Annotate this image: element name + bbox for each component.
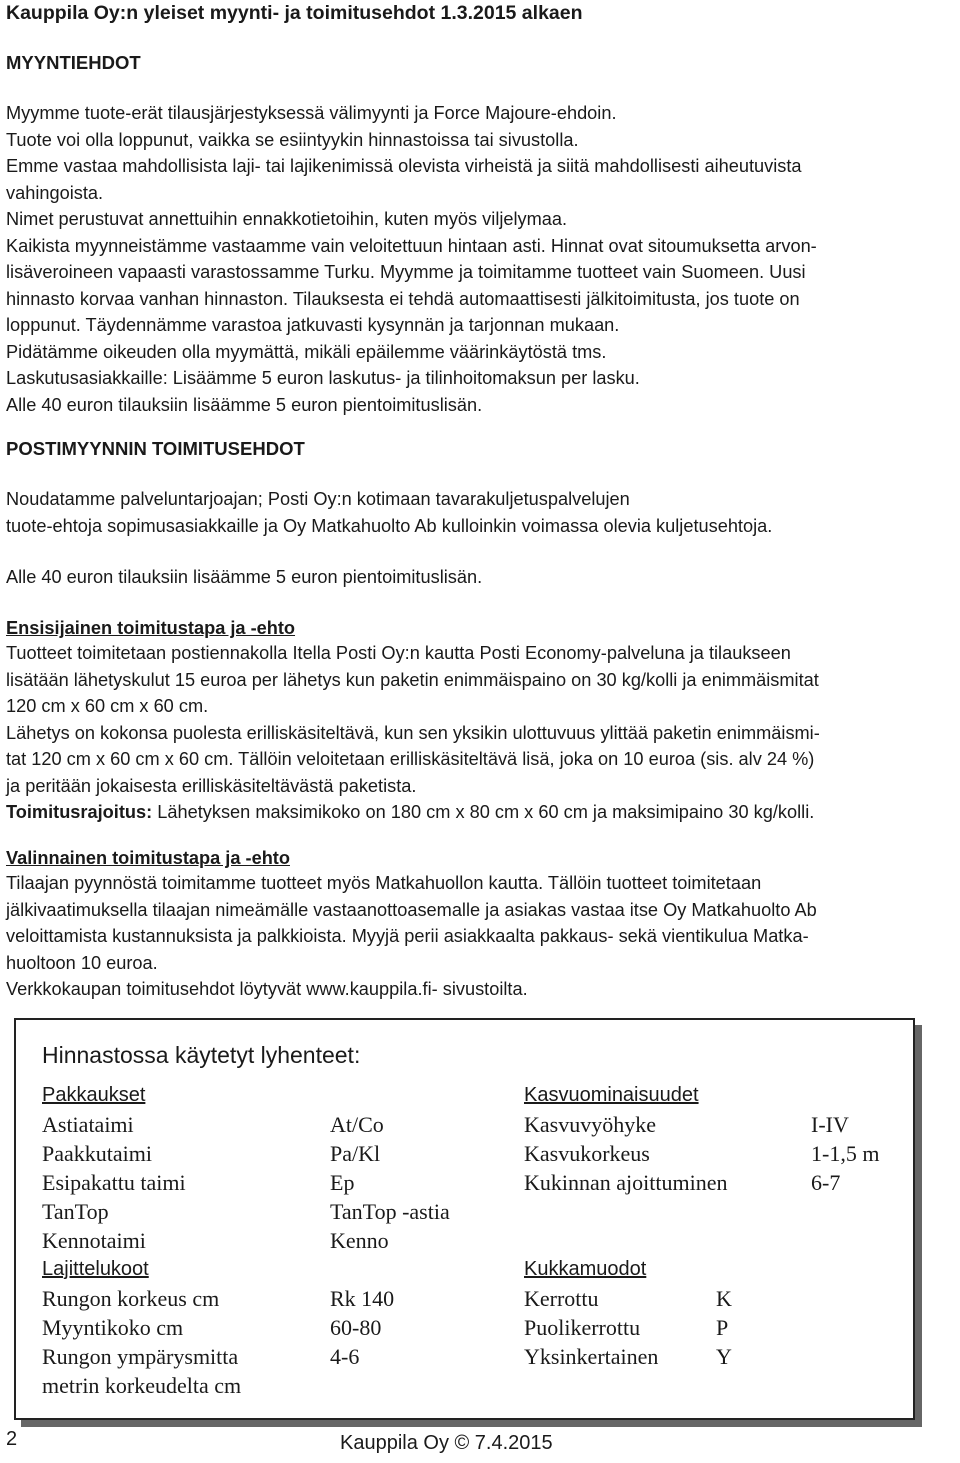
text-line: Alle 40 euron tilauksiin lisäämme 5 euron pientoimituslisän. xyxy=(6,567,483,587)
text-line: vahingoista. xyxy=(6,182,104,203)
text-line xyxy=(6,799,956,826)
kasvuominaisuudet-heading: Kasvuominaisuudet xyxy=(524,1084,699,1106)
document-title: Kauppila Oy:n yleiset myynti- ja toimitusehdot 1.3.2015 alkaen xyxy=(6,2,583,24)
abbreviations-title: Hinnastossa käytetyt lyhenteet: xyxy=(42,1042,361,1068)
heading-postimyynti: POSTIMYYNNIN TOIMITUSEHDOT xyxy=(6,438,305,459)
heading-valinnainen: Valinnainen toimitustapa ja -ehto xyxy=(6,848,290,868)
abbr-value: Ep xyxy=(330,1170,355,1195)
abbr-label: Myyntikoko cm xyxy=(42,1315,184,1340)
valinnainen-text xyxy=(6,870,956,1003)
pakkaukset-heading: Pakkaukset xyxy=(42,1084,146,1106)
text-line: Verkkokaupan toimitusehdot löytyvät www.kauppila.fi- sivustoilta. xyxy=(6,979,528,999)
lajittelukoot-heading: Lajittelukoot xyxy=(42,1258,149,1280)
text-line: jälkivaatimuksella tilaajan nimeämälle vastaanottoasemalle ja asiakas vastaa itse Oy Matkahuolto Ab xyxy=(6,899,817,920)
abbr-value: Rk 140 xyxy=(330,1286,395,1311)
kukkamuodot-heading: Kukkamuodot xyxy=(524,1258,647,1280)
limit-label: Toimitusrajoitus: xyxy=(6,802,153,822)
abbreviations-box xyxy=(14,1018,915,1420)
text-line: Tuote voi olla loppunut, vaikka se esiintyykin hinnastoissa tai sivustolla. xyxy=(6,129,579,150)
abbr-label: Kennotaimi xyxy=(42,1228,146,1253)
abbr-label: metrin korkeudelta cm xyxy=(42,1373,242,1398)
abbr-value: K xyxy=(716,1286,732,1311)
abbr-value: Pa/Kl xyxy=(330,1141,381,1166)
text-line: Lähetys on kokonsa puolesta erilliskäsiteltävä, kun sen yksikin ulottuvuus ylittää paketin enimmäismi- xyxy=(6,722,820,743)
text-line: Laskutusasiakkaille: Lisäämme 5 euron laskutus- ja tilinhoitomaksun per lasku. xyxy=(6,368,640,388)
text-line: Myymme tuote-erät tilausjärjestyksessä välimyynti ja Force Majoure-ehdoin. xyxy=(6,103,617,123)
abbr-value: Y xyxy=(716,1344,732,1369)
abbr-label: Kerrottu xyxy=(524,1286,599,1311)
abbr-label: Puolikerrottu xyxy=(524,1315,641,1340)
text-line: veloittamista kustannuksista ja palkkioista. Myyjä perii asiakkaalta pakkaus- sekä vientikulua Matka- xyxy=(6,926,809,946)
abbr-label: Kasvuvyöhyke xyxy=(524,1112,656,1137)
abbr-value: Kenno xyxy=(330,1228,389,1253)
limit-text: Lähetyksen maksimikoko on 180 cm x 80 cm x 60 cm ja maksimipaino 30 kg/kolli. xyxy=(152,802,815,822)
abbr-label: Astiataimi xyxy=(42,1112,134,1137)
text-line: Noudatamme palveluntarjoajan; Posti Oy:n kotimaan tavarakuljetuspalvelujen xyxy=(6,489,630,509)
ensisijainen-text xyxy=(6,640,956,826)
abbr-label: Rungon ympärysmitta xyxy=(42,1344,239,1369)
text-line: tat 120 cm x 60 cm x 60 cm. Tällöin veloitetaan erilliskäsiteltävä lisä, joka on 10 euroa (sis. alv 24 %) xyxy=(6,749,815,769)
text-line: Tilaajan pyynnöstä toimitamme tuotteet myös Matkahuollon kautta. Tällöin tuotteet toimitetaan xyxy=(6,873,762,893)
abbr-value: I-IV xyxy=(811,1112,849,1137)
text-line: Nimet perustuvat annettuihin ennakkotietoihin, kuten myös viljelymaa. xyxy=(6,209,568,229)
abbr-value: 1-1,5 m xyxy=(811,1141,880,1166)
abbr-label: Kasvukorkeus xyxy=(524,1141,650,1166)
text-line: lisätään lähetyskulut 15 euroa per lähetys kun paketin enimmäispaino on 30 kg/kolli ja enimmäismitat xyxy=(6,669,819,690)
abbr-value: 4-6 xyxy=(330,1344,360,1369)
abbr-label: Paakkutaimi xyxy=(42,1141,152,1166)
abbr-label: Kukinnan ajoittuminen xyxy=(524,1170,728,1195)
abbr-value: TanTop -astia xyxy=(330,1199,450,1224)
text-line: 120 cm x 60 cm x 60 cm. xyxy=(6,696,209,716)
abbr-value: P xyxy=(716,1315,729,1340)
page-footer: Kauppila Oy © 7.4.2015 xyxy=(340,1432,553,1454)
text-line: hinnasto korvaa vanhan hinnaston. Tilauksesta ei tehdä automaattisesti jälkitoimitusta, jos tuote on xyxy=(6,288,800,309)
text-line: ja peritään jokaisesta erilliskäsiteltävästä paketista. xyxy=(6,775,417,796)
text-line: Alle 40 euron tilauksiin lisäämme 5 euron pientoimituslisän. xyxy=(6,394,483,415)
text-line: Kaikista myynneistämme vastaamme vain veloitettuun hintaan asti. Hinnat ovat sitoumuksetta arvon- xyxy=(6,235,817,256)
heading-ensisijainen: Ensisijainen toimitustapa ja -ehto xyxy=(6,618,296,638)
abbr-label: TanTop xyxy=(42,1199,109,1224)
text-line: Tuotteet toimitetaan postiennakolla Itella Posti Oy:n kautta Posti Economy-palveluna ja tilaukseen xyxy=(6,643,791,663)
postimyynti-text xyxy=(6,486,956,539)
myyntiehdot-text xyxy=(6,100,956,418)
text-line: Emme vastaa mahdollisista laji- tai lajikenimissä olevista virheistä ja siitä mahdollisesti aiheutuvista xyxy=(6,156,802,176)
text-line: lisäveroineen vapaasti varastossamme Turku. Myymme ja toimitamme tuotteet vain Suomeen. Uusi xyxy=(6,262,806,282)
text-line: tuote-ehtoja sopimusasiakkaille ja Oy Matkahuolto Ab kulloinkin voimassa olevia kuljetusehtoja. xyxy=(6,515,773,536)
postimyynti-surcharge xyxy=(6,564,956,591)
abbr-label: Rungon korkeus cm xyxy=(42,1286,220,1311)
abbr-label: Yksinkertainen xyxy=(524,1344,659,1369)
abbr-value: 6-7 xyxy=(811,1170,841,1195)
abbr-value: At/Co xyxy=(330,1112,384,1137)
abbr-value: 60-80 xyxy=(330,1315,382,1340)
text-line: huoltoon 10 euroa. xyxy=(6,952,158,973)
heading-myyntiehdot: MYYNTIEHDOT xyxy=(6,52,141,73)
abbr-label: Esipakattu taimi xyxy=(42,1170,186,1195)
text-line: loppunut. Täydennämme varastoa jatkuvasti kysynnän ja tarjonnan mukaan. xyxy=(6,315,620,335)
text-line: Pidätämme oikeuden olla myymättä, mikäli epäilemme väärinkäytöstä tms. xyxy=(6,341,607,362)
page-number: 2 xyxy=(6,1428,18,1450)
